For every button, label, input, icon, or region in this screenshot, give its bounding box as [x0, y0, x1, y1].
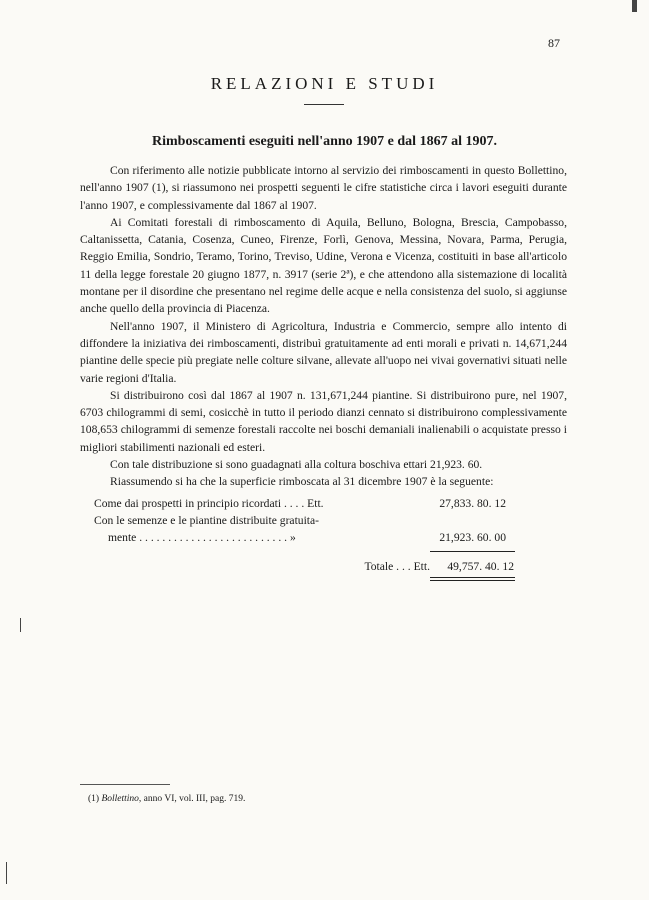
footnote-journal: Bollettino	[101, 794, 139, 804]
table-row	[80, 529, 567, 546]
table-row	[80, 495, 567, 512]
row-value: 21,923. 60. 00	[439, 531, 506, 545]
title-rule	[304, 104, 344, 105]
row-label: Con le semenze e le piantine distribuite gratuita-	[94, 513, 320, 527]
row-value: 27,833. 80. 12	[439, 496, 506, 510]
sum-rule	[430, 551, 515, 552]
table-row	[80, 512, 567, 529]
paragraph-ministero: Nell'anno 1907, il Ministero di Agricoltura, Industria e Commercio, sempre allo intento di diffondere la iniziativa dei rimboscamenti, distribuì gratuitamente ad enti morali e privati n. 14,671,244 piantine delle specie più pregiate nelle colture silvane, allevate all'uopo nei vivai governativi situati nelle varie regioni d'Italia.	[80, 319, 567, 385]
footnote-rule	[80, 784, 170, 785]
scan-edge-mark	[632, 0, 637, 12]
total-double-rule	[430, 577, 515, 581]
table-total-row	[80, 558, 567, 575]
scan-edge-mark	[6, 862, 7, 884]
section-title: RELAZIONI E STUDI	[210, 74, 439, 93]
paragraph-intro: Con riferimento alle notizie pubblicate intorno al servizio dei rimboscamenti in questo Bollettino, nell'anno 1907 (1), si riassumono nei prospetti seguenti le cifre statistiche circa i lavori eseguiti durante l'anno 1907, e complessivamente dal 1867 al 1907.	[80, 164, 567, 212]
paragraph-riassunto: Riassumendo si ha che la superficie rimboscata al 31 dicembre 1907 è la seguente:	[110, 475, 494, 489]
paragraph-ettari: Con tale distribuzione si sono guadagnati alla coltura boschiva ettari 21,923. 60.	[110, 458, 483, 472]
footnote-marker: (1)	[88, 794, 100, 804]
paragraph-distribuzione: Si distribuirono così dal 1867 al 1907 n. 131,671,244 piantine. Si distribuirono pure, nel 1907, 6703 chilogrammi di semi, cosicchè in tutto il periodo dianzi cennato si distribuirono complessivamente 108,653 chilogrammi di semenze forestali raccolte nei boschi demaniali inalienabili o acquistate presso i migliori stabilimenti nazionali ed esteri.	[80, 388, 567, 454]
article-title: Rimboscamenti eseguiti nell'anno 1907 e dal 1867 al 1907.	[152, 134, 497, 149]
footnote-text: , anno VI, vol. III, pag. 719.	[138, 794, 246, 804]
page-number: 87	[548, 36, 560, 50]
total-label: Totale . . . Ett.	[364, 559, 430, 573]
row-label: Come dai prospetti in principio ricordati . . . . Ett.	[94, 496, 324, 510]
summary-table	[80, 495, 567, 581]
paragraph-comitati: Ai Comitati forestali di rimboscamento di Aquila, Belluno, Bologna, Brescia, Campobasso, Caltanissetta, Catania, Cosenza, Cuneo, Firenze, Forlì, Genova, Messina, Novara, Parma, Perugia, Reggio Emilia, Sondrio, Teramo, Torino, Treviso, Udine, Verona e Vicenza, costituiti in base all'articolo 11 della legge forestale 20 giugno 1877, n. 3917 (serie 2ª), e che attendono alla sistemazione di località montane per il disordine che presentano nel regime delle acque e nella consistenza del suolo, si aggiunse anche quello della provincia di Piacenza.	[80, 215, 567, 316]
total-value: 49,757. 40. 12	[447, 559, 514, 573]
row-label-continued: mente . . . . . . . . . . . . . . . . . . . . . . . . . . »	[108, 531, 296, 545]
footnote	[88, 794, 245, 804]
article-body	[80, 162, 567, 581]
scan-edge-mark	[20, 618, 21, 632]
